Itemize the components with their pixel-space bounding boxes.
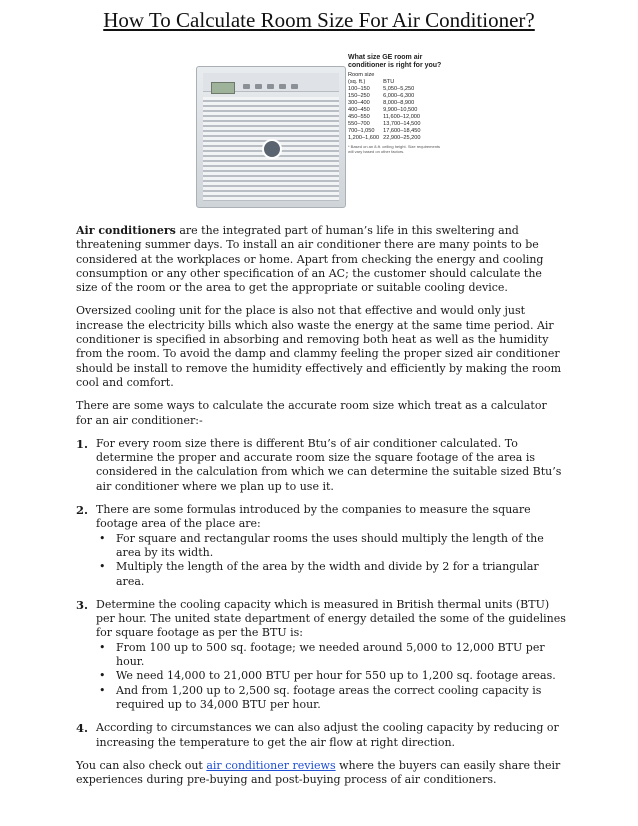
step-number: 2. xyxy=(76,503,89,518)
page-title: How To Calculate Room Size For Air Conditioner? xyxy=(103,8,535,32)
table-row: 150–250 6,000–6,300 xyxy=(348,93,415,99)
col-btu: BTU xyxy=(383,79,395,85)
table-row: 700–1,050 17,600–18,450 xyxy=(348,128,421,134)
closing-paragraph: You can also check out air conditioner reviews where the buyers can easily share their experiences during pre-buying and post-buying process of air conditioners. xyxy=(76,758,561,787)
col-room-unit: (sq. ft.) xyxy=(348,79,366,85)
sub-list xyxy=(96,532,566,589)
bullet-icon: • xyxy=(99,560,106,574)
bullet-icon: • xyxy=(99,640,106,654)
intro-paragraph: Air conditioners are the integrated part of human’s life in this sweltering and threatening summer days. To install an air conditioner there are many points to be considered at the workplaces or home. Apart from checking the energy and cooling consumption or any other specification of an AC; the customer should calculate the size of the room or the area to get the appropriate or suitable cooling device. xyxy=(76,224,544,295)
button-icon xyxy=(243,84,250,89)
col-room: Room size xyxy=(348,72,375,78)
button-icon xyxy=(255,84,262,89)
sub-list xyxy=(96,641,566,712)
size-chart xyxy=(348,54,446,154)
list-item: 3. Determine the cooling capacity which is measured in British thermal units (BTU) per hour. The united state department of energy detailed the some of the guidelines for square footage as per the BTU is: • From 100 up to 500 sq. footage; we needed around 5,000 to 12,000 BTU per hour. • We need 14,000 to 21,000 BTU per hour for 550 up to 1,200 sq. footage areas. • And from 1,200 up to 2,500 sq. footage areas the correct cooling capacity is required up to 34,000 BTU per hour. xyxy=(76,597,566,711)
paragraph-ways: There are some ways to calculate the accurate room size which treat as a calculator for an air conditioner:- xyxy=(76,399,547,427)
step-number: 1. xyxy=(76,436,89,451)
article-body xyxy=(76,224,566,796)
sub-list-item: • Multiply the length of the area by the width and divide by 2 for a triangular area. xyxy=(99,560,539,588)
button-icon xyxy=(291,84,298,89)
table-row: 550–700 13,700–14,500 xyxy=(348,121,421,127)
brand-logo-icon xyxy=(262,139,282,159)
air-conditioner-image xyxy=(196,50,446,214)
table-row: 400–450 9,900–10,500 xyxy=(348,107,418,113)
table-row: 450–550 11,600–12,000 xyxy=(348,114,421,120)
intro-lead: Air conditioners xyxy=(76,224,176,237)
paragraph-oversized: Oversized cooling unit for the place is also not that effective and would only just increase the electricity bills which also waste the energy at the same time period. Air conditioner is specified in absorbing and removing both heat as well as the humidity from the room. To avoid the damp and clammy feeling the proper sized air conditioner should be install to remove the humidity effectively and efficiently by making the room cool and comfort. xyxy=(76,304,562,389)
control-panel xyxy=(203,73,339,92)
list-item: 4. According to circumstances we can also adjust the cooling capacity by reducing or increasing the temperature to get the air flow at right direction. xyxy=(76,721,559,749)
button-icon xyxy=(279,84,286,89)
table-row: 1,200–1,600 22,900–25,200 xyxy=(348,135,421,141)
air-conditioner-unit xyxy=(196,66,346,208)
bullet-icon: • xyxy=(99,683,106,697)
size-chart-heading: What size GE room air conditioner is right for you? xyxy=(348,54,442,69)
sub-list-item: • And from 1,200 up to 2,500 sq. footage areas the correct cooling capacity is required up to 34,000 BTU per hour. xyxy=(99,683,542,711)
table-row: 100–150 5,050–5,250 xyxy=(348,86,415,92)
step-number: 4. xyxy=(76,721,89,736)
air-conditioner-reviews-link[interactable]: air conditioner reviews xyxy=(206,758,336,772)
sub-list-item: • From 100 up to 500 sq. footage; we needed around 5,000 to 12,000 BTU per hour. xyxy=(99,640,545,669)
table-row: 300–400 8,000–8,900 xyxy=(348,100,415,106)
list-item: 2. There are some formulas introduced by the companies to measure the square footage area of the place are: • For square and rectangular rooms the uses should multiply the length of the area by its width. • Multiply the length of the area by the width and divide by 2 for a triangular area. xyxy=(76,503,566,589)
sub-list-item: • We need 14,000 to 21,000 BTU per hour for 550 up to 1,200 sq. footage areas. xyxy=(99,669,556,683)
bullet-icon: • xyxy=(99,531,106,545)
size-table xyxy=(348,72,424,142)
list-item: 1. For every room size there is different Btu’s of air conditioner calculated. To determine the proper and accurate room size the square footage of the area is considered in the calculation from which we can determine the suitable sized Btu’s air conditioner where we plan up to use it. xyxy=(76,436,562,493)
steps-list xyxy=(76,437,566,750)
display-icon xyxy=(211,82,235,94)
size-chart-note: * Based on an 8-ft. ceiling height. Size requirements will vary based on other factors. xyxy=(348,144,441,154)
button-icon xyxy=(267,84,274,89)
bullet-icon: • xyxy=(99,669,106,683)
sub-list-item: • For square and rectangular rooms the uses should multiply the length of the area by its width. xyxy=(99,531,544,559)
step-number: 3. xyxy=(76,597,89,612)
